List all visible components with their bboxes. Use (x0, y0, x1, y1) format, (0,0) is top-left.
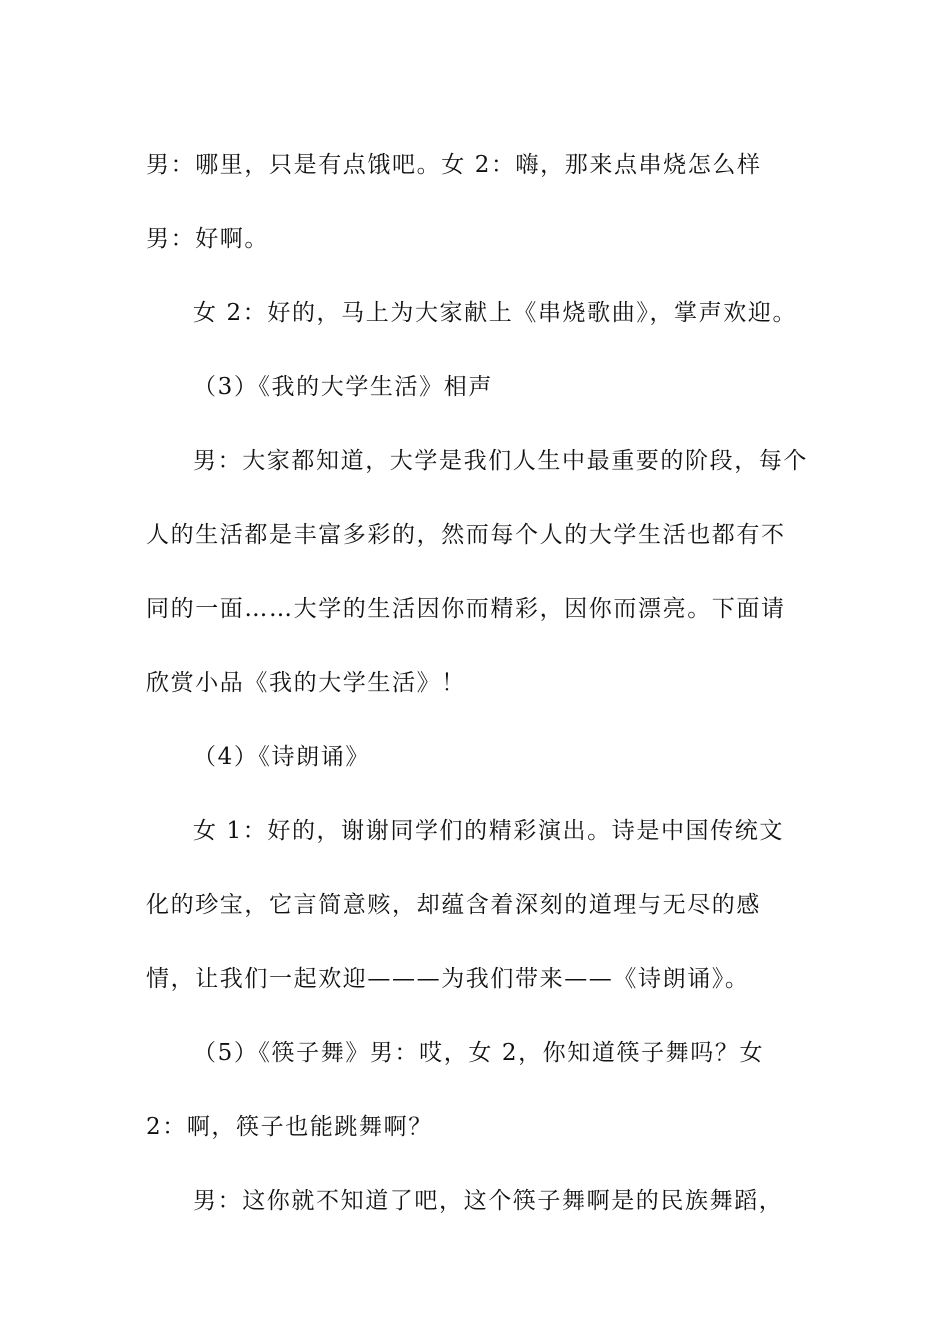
paragraph-dialogue-hungry: 男：哪里，只是有点饿吧。女 2：嗨，那来点串烧怎么样男：好啊。 (146, 152, 762, 252)
paragraph-chopstick-dance: （5）《筷子舞》男：哎，女 2，你知道筷子舞吗？女 2：啊，筷子也能跳舞啊？ (146, 1040, 765, 1140)
paragraph-college-life: 男：大家都知道，大学是我们人生中最重要的阶段，每个人的生活都是丰富多彩的，然而每个人的大学生活也都有不同的一面……大学的生活因你而精彩，因你而漂亮。下面请欣赏小品《我的大学生活》！ (146, 448, 808, 696)
section-heading-3: （3）《我的大学生活》相声 (193, 374, 493, 400)
paragraph-song-medley: 女 2：好的，马上为大家献上《串烧歌曲》，掌声欢迎。 (193, 300, 798, 326)
paragraph-folk-dance: 男：这你就不知道了吧，这个筷子舞啊是的民族舞蹈， (193, 1188, 784, 1214)
section-heading-4: （4）《诗朗诵》 (193, 744, 370, 770)
paragraph-poetry: 女 1：好的，谢谢同学们的精彩演出。诗是中国传统文化的珍宝，它言简意赅，却蕴含着深刻的道理与无尽的感情，让我们一起欢迎———为我们带来——《诗朗诵》。 (146, 818, 784, 992)
document-body (146, 128, 808, 1238)
